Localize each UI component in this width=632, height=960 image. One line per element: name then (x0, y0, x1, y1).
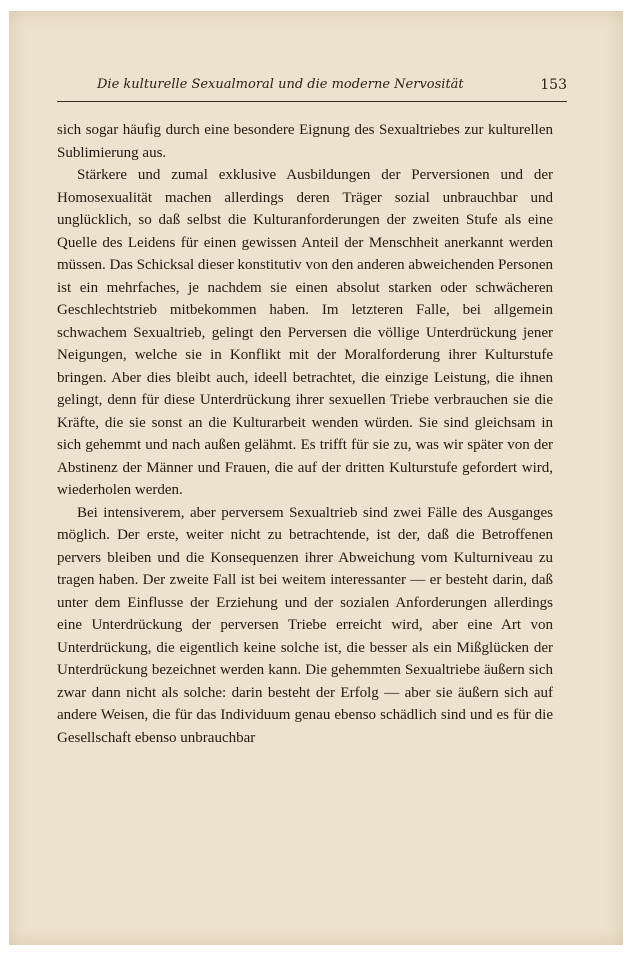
body-text (57, 119, 553, 749)
paragraph: Stärkere und zumal exklusive Ausbildungen der Perversionen und der Homosexualität machen allerdings deren Träger sozial unbrauchbar und unglücklich, so daß selbst die Kulturanforderungen der zweiten Stufe als eine Quelle des Leidens für einen gewissen Anteil der Menschheit anerkannt werden müssen. Das Schicksal dieser konstitutiv von den anderen abweichenden Personen ist ein mehrfaches, je nachdem sie einen absolut starken oder schwächeren Geschlechtstrieb mitbekommen haben. Im letzteren Falle, bei allgemein schwachem Sexualtrieb, gelingt den Perversen die völlige Unterdrückung jener Neigungen, welche sie in Konflikt mit der Moralforderung ihrer Kulturstufe bringen. Aber dies bleibt auch, ideell betrachtet, die einzige Leistung, die ihnen gelingt, denn für diese Unterdrückung ihrer sexuellen Triebe verbrauchen sie die Kräfte, die sie sonst an die Kulturarbeit wenden würden. Sie sind gleichsam in sich gehemmt und nach außen gelähmt. Es trifft für sie zu, was wir später von der Abstinenz der Männer und Frauen, die auf der dritten Kulturstufe gefordert wird, wiederholen werden. (57, 167, 553, 498)
chapter-title: Die kulturelle Sexualmoral und die moderne Nervosität (97, 77, 464, 92)
book-page (9, 11, 623, 945)
paragraph: sich sogar häufig durch eine besondere Eignung des Sexualtriebes zur kulturellen Sublimierung aus. (57, 122, 553, 161)
paragraph: Bei intensiverem, aber perversem Sexualtrieb sind zwei Fälle des Ausganges möglich. Der erste, weiter nicht zu betrachtende, ist der, daß die Betroffenen pervers bleiben und die Konsequenzen ihrer Abweichung vom Kulturniveau zu tragen haben. Der zweite Fall ist bei weitem interessanter — er besteht darin, daß unter dem Einflusse der Erziehung und der sozialen Anforderungen allerdings eine Unterdrückung der perversen Triebe erreicht wird, aber eine Art von Unterdrückung, die eigentlich keine solche ist, die besser als ein Mißglücken der Unterdrückung bezeichnet werden kann. Die gehemmten Sexualtriebe äußern sich zwar dann nicht als solche: darin besteht der Erfolg — aber sie äußern sich auf andere Weisen, die für das Individuum genau ebenso schädlich sind und es für die Gesellschaft ebenso unbrauchbar (57, 504, 553, 746)
header-rule (57, 101, 567, 102)
page-number: 153 (540, 77, 567, 93)
